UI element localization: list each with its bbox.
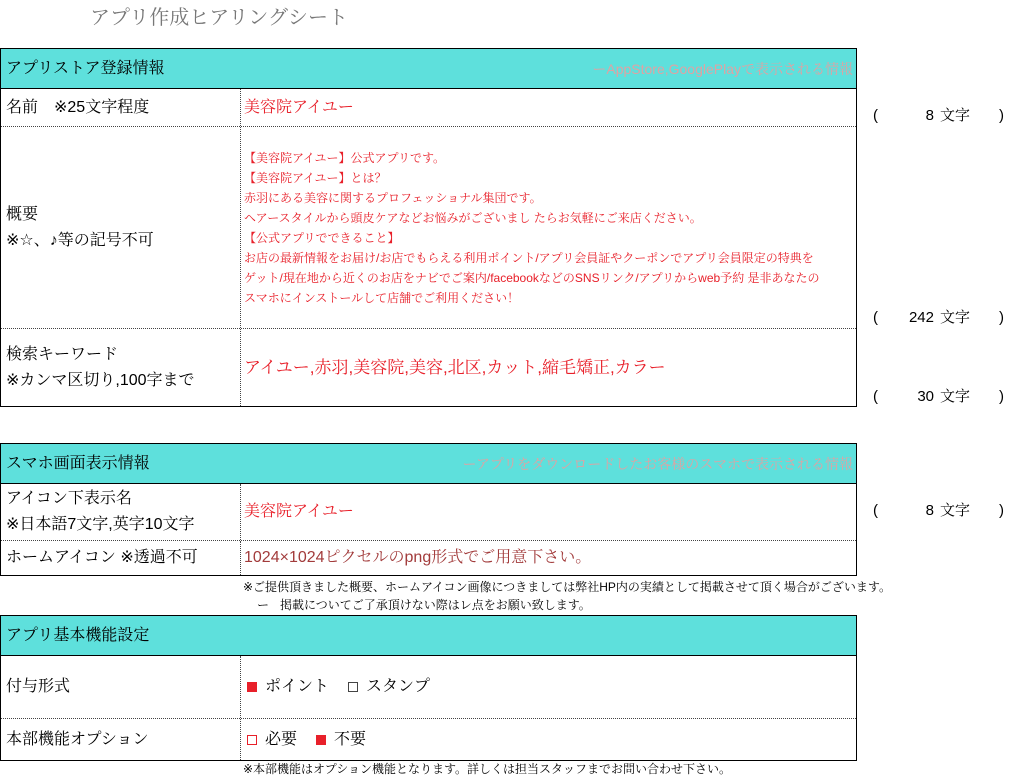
- phone-display-info-title: スマホ画面表示情報: [6, 454, 150, 472]
- grant-option-point[interactable]: [247, 677, 329, 697]
- count-unit: 文字: [940, 388, 971, 405]
- count-number: 8: [925, 502, 934, 519]
- grant-option-stamp[interactable]: [348, 677, 430, 697]
- consent-mark[interactable]: ー: [257, 598, 270, 612]
- summary-line: ヘアースタイルから頭皮ケアなどお悩みがございまし たらお気軽にご来店ください。: [244, 210, 702, 225]
- phone-display-info-note: ーアプリをダウンロードしたお客様のスマホで表示される情報: [462, 455, 853, 472]
- consent-note: 掲載についてご了承頂けない際はレ点をお願い致します。: [280, 598, 591, 612]
- app-name-char-count: [868, 106, 1013, 126]
- page-title: アプリ作成ヒアリングシート: [90, 7, 348, 29]
- checkbox-icon[interactable]: [316, 735, 326, 745]
- hq-option-options: [241, 719, 856, 760]
- icon-name-row: [1, 484, 856, 541]
- checkbox-icon[interactable]: [247, 682, 257, 692]
- home-icon-label: ホームアイコン ※透過不可: [6, 549, 198, 566]
- app-name-value[interactable]: 美容院アイユー: [244, 98, 354, 116]
- keywords-char-count: [868, 387, 1013, 407]
- summary-char-count: [868, 308, 1013, 328]
- app-name-row: [1, 89, 856, 127]
- count-paren-open: (: [873, 107, 878, 124]
- hq-option-not-required-label: 不要: [334, 730, 367, 748]
- hq-option-label-cell: [1, 719, 241, 760]
- count-paren-close: ): [999, 502, 1004, 519]
- hq-option-row: [1, 719, 856, 760]
- checkbox-icon[interactable]: [247, 735, 257, 745]
- icon-name-label-cell: [1, 484, 241, 540]
- app-store-info-header: [1, 49, 856, 89]
- summary-line: 【美容院アイユー】とは？: [244, 170, 387, 185]
- grant-option-point-label: ポイント: [265, 678, 330, 695]
- checkbox-icon[interactable]: [348, 682, 358, 692]
- summary-label-cell: [1, 127, 241, 328]
- grant-type-row: [1, 656, 856, 719]
- count-unit: 文字: [940, 309, 971, 326]
- summary-line: スマホにインストールして店舗でご利用ください！: [244, 290, 520, 305]
- summary-line: ゲット/現在地から近くのお店をナビでご案内/facebookなどのSNSリンク/アプリからweb予約 是非あなたの: [244, 270, 820, 285]
- summary-label-note: ※☆、♪等の記号不可: [6, 231, 154, 249]
- basic-function-table: [0, 615, 857, 761]
- app-store-info-table: [0, 48, 857, 407]
- phone-display-info-header: [1, 444, 856, 484]
- count-number: 30: [917, 388, 934, 405]
- app-name-label-cell: [1, 89, 241, 126]
- hq-option-label: 本部機能オプション: [6, 730, 149, 748]
- app-store-info-title: アプリストア登録情報: [6, 59, 165, 77]
- basic-function-title: アプリ基本機能設定: [6, 626, 150, 644]
- hq-option-required[interactable]: [247, 730, 297, 750]
- hq-function-note: ※本部機能はオプション機能となります。詳しくは担当スタッフまでお問い合わせ下さい。: [243, 762, 732, 776]
- count-number: 242: [908, 309, 934, 326]
- count-paren-close: ): [999, 309, 1004, 326]
- keywords-label-note: ※カンマ区切り,100字まで: [6, 371, 195, 389]
- home-icon-row: [1, 541, 856, 575]
- count-paren-open: (: [873, 309, 878, 326]
- count-number: 8: [925, 107, 934, 124]
- summary-line: 【美容院アイユー】公式アプリです。: [244, 150, 446, 165]
- icon-name-label: アイコン下表示名: [6, 490, 132, 507]
- keywords-label: 検索キーワード: [6, 345, 119, 363]
- summary-label: 概要: [6, 205, 39, 223]
- grant-type-label: 付与形式: [6, 678, 71, 695]
- icon-name-label-note: ※日本語7文字,英字10文字: [6, 516, 195, 533]
- home-icon-value[interactable]: 1024×1024ピクセルのpng形式でご用意下さい。: [244, 549, 592, 566]
- count-unit: 文字: [940, 107, 971, 124]
- icon-name-char-count: [868, 501, 1013, 521]
- hq-option-not-required[interactable]: [316, 730, 366, 750]
- summary-value[interactable]: [241, 127, 856, 328]
- grant-type-options: [241, 656, 856, 718]
- basic-function-header: [1, 616, 856, 656]
- summary-line: 赤羽にある美容に関するプロフェッショナル集団です。: [244, 190, 542, 205]
- app-name-label: 名前 ※25文字程度: [6, 98, 150, 116]
- keywords-row: [1, 329, 856, 406]
- grant-option-stamp-label: スタンプ: [366, 678, 431, 695]
- summary-line: お店の最新情報をお届け/お店でもらえる利用ポイント/アプリ会員証やクーポンでアプリ会員限定の特典を: [244, 250, 814, 265]
- keywords-label-cell: [1, 329, 241, 406]
- grant-type-label-cell: [1, 656, 241, 718]
- count-paren-open: (: [873, 502, 878, 519]
- hq-option-required-label: 必要: [265, 730, 298, 748]
- summary-line: 【公式アプリでできること】: [244, 230, 400, 245]
- count-paren-open: (: [873, 388, 878, 405]
- keywords-value[interactable]: アイユー,赤羽,美容院,美容,北区,カット,縮毛矯正,カラー: [244, 357, 666, 377]
- summary-row: [1, 127, 856, 329]
- count-paren-close: ): [999, 388, 1004, 405]
- app-store-info-note: ーAppStore,GooglePlayで表示される情報: [592, 60, 853, 77]
- count-paren-close: ): [999, 107, 1004, 124]
- icon-name-value[interactable]: 美容院アイユー: [244, 503, 354, 520]
- count-unit: 文字: [940, 502, 971, 519]
- home-icon-label-cell: [1, 541, 241, 575]
- publish-note: ※ご提供頂きました概要、ホームアイコン画像につきましては弊社HP内の実績として掲載させて頂く場合がございます。: [243, 580, 891, 594]
- phone-display-info-table: [0, 443, 857, 576]
